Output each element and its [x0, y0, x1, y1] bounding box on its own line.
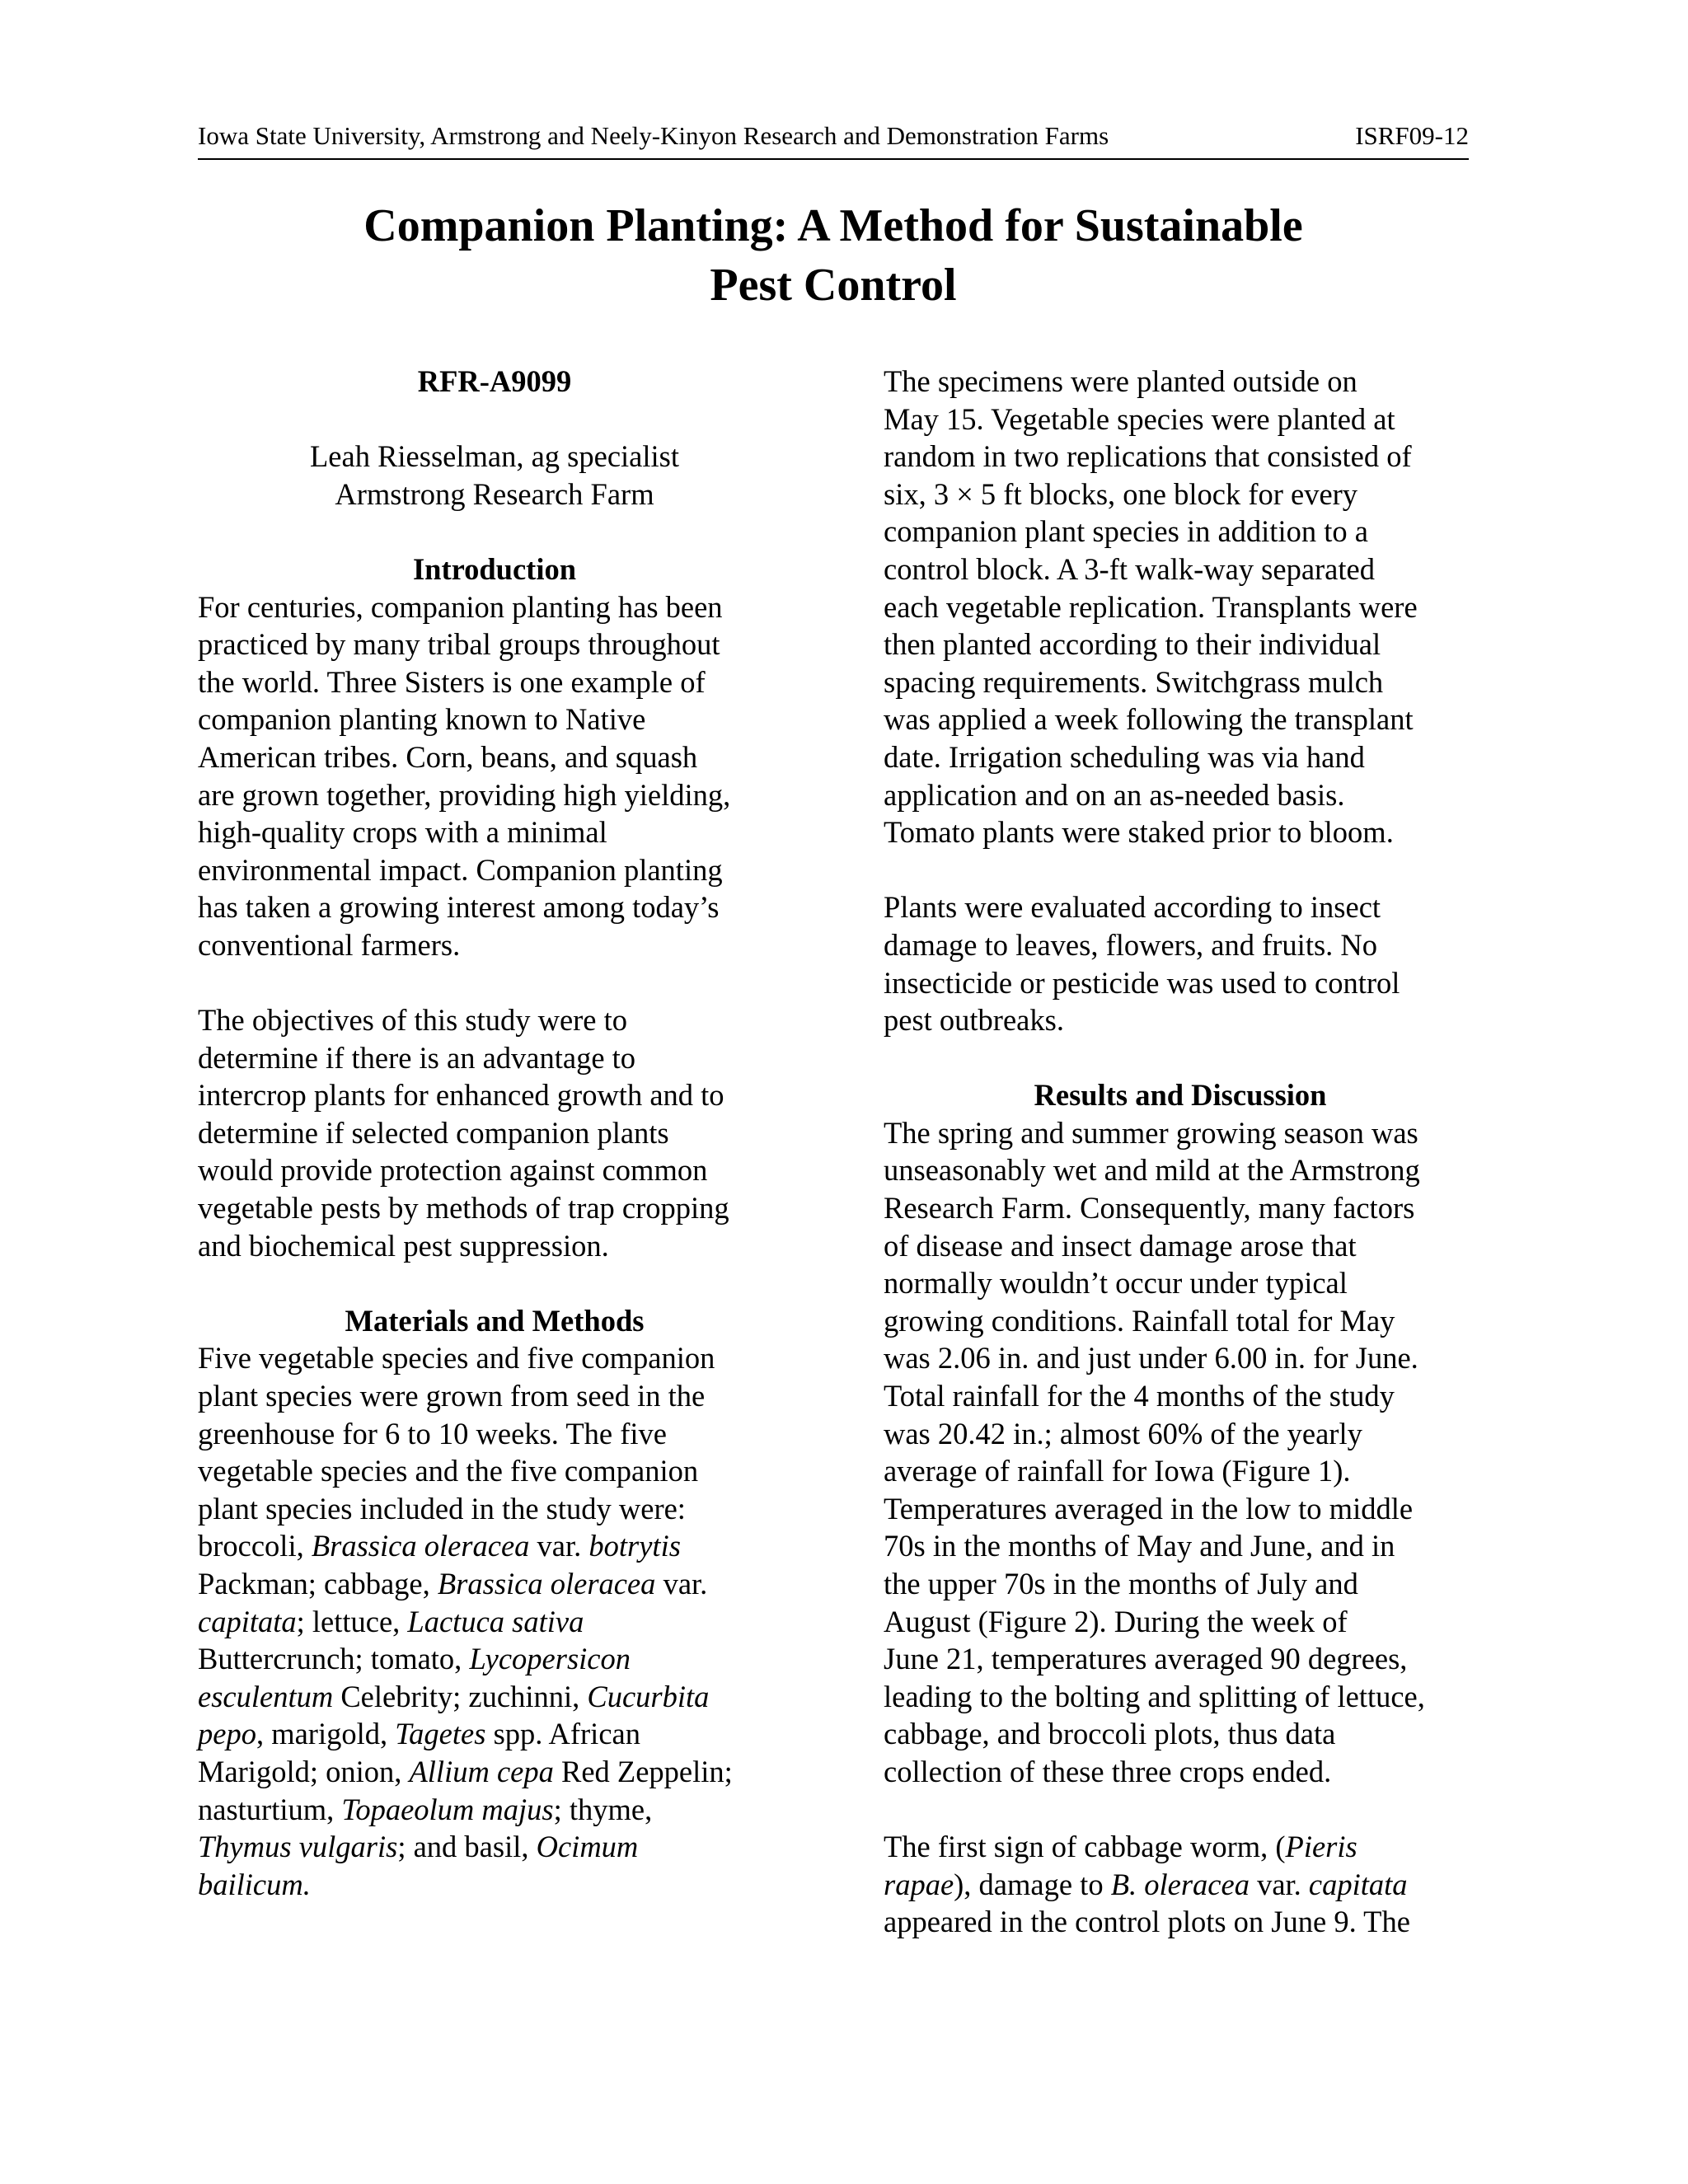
author-name: Leah Riesselman, ag specialist: [310, 439, 679, 474]
text-line: capitata; lettuce, Lactuca sativa: [198, 1604, 584, 1638]
text-line: esculentum Celebrity; zuchinni, Cucurbita: [198, 1679, 710, 1713]
text-line: would provide protection against common: [198, 1153, 708, 1188]
text-line: each vegetable replication. Transplants were: [884, 589, 1418, 624]
text-line: the upper 70s in the months of July and: [884, 1567, 1358, 1601]
header-report-number: ISRF09-12: [1355, 121, 1469, 150]
text-line: nasturtium, Topaeolum majus; thyme,: [198, 1792, 653, 1826]
text-line: practiced by many tribal groups throughout: [198, 627, 720, 662]
text-line: the world. Three Sisters is one example of: [198, 664, 706, 699]
text-line: May 15. Vegetable species were planted at: [884, 401, 1395, 436]
text-line: are grown together, providing high yielding,: [198, 777, 731, 812]
text-line: conventional farmers.: [198, 927, 461, 962]
text-line: six, 3 × 5 ft blocks, one block for every: [884, 476, 1358, 511]
text-line: Packman; cabbage, Brassica oleracea var.: [198, 1567, 708, 1601]
text-line: Buttercrunch; tomato, Lycopersicon: [198, 1642, 631, 1676]
text-line: intercrop plants for enhanced growth and to: [198, 1078, 724, 1113]
text-line: broccoli, Brassica oleracea var. botrytis: [198, 1529, 681, 1563]
text-line: determine if selected companion plants: [198, 1115, 669, 1150]
text-line: appeared in the control plots on June 9. The: [884, 1905, 1410, 1939]
right-column: [884, 363, 1477, 1941]
text-line: vegetable pests by methods of trap cropping: [198, 1191, 729, 1226]
text-line: Plants were evaluated according to insect: [884, 890, 1381, 925]
text-line: plant species were grown from seed in the: [198, 1379, 706, 1413]
text-line: rapae), damage to B. oleracea var. capitata: [884, 1867, 1408, 1901]
text-line: collection of these three crops ended.: [884, 1754, 1332, 1788]
running-header: [198, 120, 1469, 160]
text-line: Thymus vulgaris; and basil, Ocimum: [198, 1830, 639, 1864]
text-line: date. Irrigation scheduling was via hand: [884, 739, 1365, 774]
text-line: average of rainfall for Iowa (Figure 1).: [884, 1454, 1351, 1488]
text-line: American tribes. Corn, beans, and squash: [198, 739, 698, 774]
text-line: August (Figure 2). During the week of: [884, 1604, 1348, 1638]
text-line: The objectives of this study were to: [198, 1003, 628, 1038]
text-line: has taken a growing interest among today’s: [198, 890, 720, 925]
text-line: Tomato plants were staked prior to bloom.: [884, 815, 1394, 850]
left-column: [198, 363, 791, 1903]
results-paragraph-2: [884, 1828, 1477, 1941]
evaluation-paragraph: [884, 888, 1477, 1038]
text-line: then planted according to their individual: [884, 627, 1381, 662]
text-line: was 20.42 in.; almost 60% of the yearly: [884, 1416, 1362, 1451]
text-line: 70s in the months of May and June, and in: [884, 1529, 1395, 1563]
introduction-heading: Introduction: [412, 551, 577, 586]
text-line: Marigold; onion, Allium cepa Red Zeppelin;: [198, 1754, 733, 1788]
text-line: plant species included in the study were:: [198, 1491, 686, 1526]
text-line: vegetable species and the five companion: [198, 1454, 699, 1488]
methods-heading: Materials and Methods: [345, 1303, 645, 1338]
title-line-2: Pest Control: [710, 260, 957, 311]
text-line: Research Farm. Consequently, many factors: [884, 1191, 1415, 1226]
text-line: The first sign of cabbage worm, (Pieris: [884, 1830, 1357, 1864]
text-line: of disease and insect damage arose that: [884, 1228, 1357, 1263]
text-line: companion planting known to Native: [198, 702, 646, 737]
text-line: companion plant species in addition to a: [884, 514, 1368, 549]
results-paragraph-1: [884, 1114, 1477, 1791]
introduction-paragraph-2: [198, 1001, 791, 1264]
text-line: normally wouldn’t occur under typical: [884, 1266, 1348, 1301]
text-line: and biochemical pest suppression.: [198, 1228, 609, 1263]
text-line: Temperatures averaged in the low to middle: [884, 1491, 1414, 1526]
text-line: The spring and summer growing season was: [884, 1115, 1418, 1150]
text-line: unseasonably wet and mild at the Armstrong: [884, 1153, 1420, 1188]
text-line: greenhouse for 6 to 10 weeks. The five: [198, 1416, 667, 1451]
text-line: growing conditions. Rainfall total for May: [884, 1303, 1395, 1338]
text-line: spacing requirements. Switchgrass mulch: [884, 664, 1384, 699]
author-affiliation: Armstrong Research Farm: [335, 476, 654, 511]
text-line: insecticide or pesticide was used to control: [884, 965, 1400, 1000]
report-id: RFR-A9099: [417, 364, 572, 398]
header-institution: Iowa State University, Armstrong and Neely-Kinyon Research and Demonstration Farms: [198, 121, 1109, 150]
text-line: bailicum.: [198, 1867, 311, 1901]
text-line: was applied a week following the transplant: [884, 702, 1414, 737]
introduction-paragraph-1: [198, 588, 791, 964]
text-line: random in two replications that consisted of: [884, 439, 1412, 474]
text-line: control block. A 3-ft walk-way separated: [884, 551, 1375, 586]
text-line: damage to leaves, flowers, and fruits. No: [884, 927, 1378, 962]
text-line: Total rainfall for the 4 months of the study: [884, 1379, 1395, 1413]
text-line: The specimens were planted outside on: [884, 364, 1357, 398]
text-line: environmental impact. Companion planting: [198, 852, 723, 887]
text-line: cabbage, and broccoli plots, thus data: [884, 1717, 1336, 1751]
text-line: was 2.06 in. and just under 6.00 in. for June.: [884, 1341, 1418, 1376]
text-line: Five vegetable species and five companion: [198, 1341, 715, 1376]
title-line-1: Companion Planting: A Method for Sustainable: [363, 200, 1303, 251]
text-line: high-quality crops with a minimal: [198, 815, 607, 850]
text-line: determine if there is an advantage to: [198, 1040, 636, 1075]
text-line: pest outbreaks.: [884, 1003, 1064, 1038]
text-line: leading to the bolting and splitting of lettuce,: [884, 1679, 1425, 1713]
text-line: For centuries, companion planting has been: [198, 589, 723, 624]
text-line: pepo, marigold, Tagetes spp. African: [198, 1717, 640, 1751]
methods-paragraph: [198, 1339, 791, 1903]
document-title: [198, 196, 1469, 315]
text-line: June 21, temperatures averaged 90 degrees,: [884, 1642, 1408, 1676]
text-line: application and on an as-needed basis.: [884, 777, 1345, 812]
planting-paragraph: [884, 363, 1477, 851]
results-heading: Results and Discussion: [1034, 1078, 1327, 1113]
